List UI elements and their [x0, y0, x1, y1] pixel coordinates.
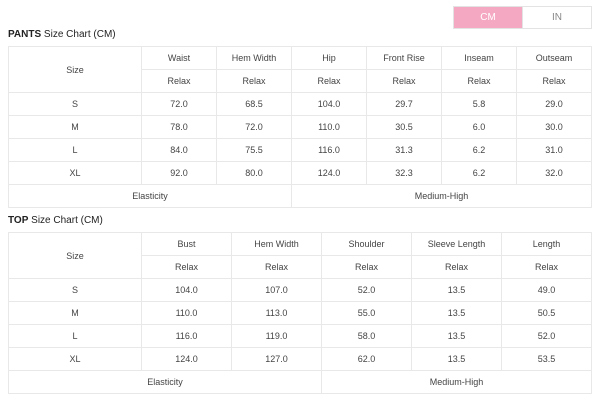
pants-measure-header: Hem Width — [217, 47, 292, 70]
pants-fit-header: Relax — [217, 70, 292, 93]
top-size-header: Size — [9, 233, 142, 279]
pants-cell: 72.0 — [217, 116, 292, 139]
pants-cell: 6.0 — [442, 116, 517, 139]
pants-fit-header: Relax — [292, 70, 367, 93]
top-measure-header: Hem Width — [232, 233, 322, 256]
pants-cell: 80.0 — [217, 162, 292, 185]
top-cell: 50.5 — [502, 302, 592, 325]
pants-cell: 30.5 — [367, 116, 442, 139]
table-row-elasticity — [9, 185, 592, 208]
top-fit-header: Relax — [232, 256, 322, 279]
top-cell: 52.0 — [502, 325, 592, 348]
pants-cell: 72.0 — [142, 93, 217, 116]
top-title-rest: Size Chart (CM) — [28, 215, 103, 226]
pants-row-size: L — [9, 139, 142, 162]
top-cell: 104.0 — [142, 279, 232, 302]
pants-cell: 84.0 — [142, 139, 217, 162]
top-elasticity-value: Medium-High — [322, 371, 592, 394]
top-row-size: XL — [9, 348, 142, 371]
table-row-elasticity — [9, 371, 592, 394]
unit-option-cm[interactable]: CM — [454, 7, 522, 28]
table-row-header — [9, 233, 592, 256]
pants-cell: 6.2 — [442, 139, 517, 162]
table-row — [9, 162, 592, 185]
table-row — [9, 302, 592, 325]
top-cell: 107.0 — [232, 279, 322, 302]
top-title-strong: TOP — [8, 215, 29, 226]
top-row-size: L — [9, 325, 142, 348]
pants-row-size: XL — [9, 162, 142, 185]
pants-fit-header: Relax — [442, 70, 517, 93]
top-cell: 110.0 — [142, 302, 232, 325]
pants-cell: 6.2 — [442, 162, 517, 185]
pants-cell: 92.0 — [142, 162, 217, 185]
pants-fit-header: Relax — [517, 70, 592, 93]
top-cell: 124.0 — [142, 348, 232, 371]
top-cell: 13.5 — [412, 279, 502, 302]
top-cell: 52.0 — [322, 279, 412, 302]
top-fit-header: Relax — [412, 256, 502, 279]
pants-title-strong: PANTS — [8, 29, 42, 40]
pants-cell: 32.3 — [367, 162, 442, 185]
top-cell: 53.5 — [502, 348, 592, 371]
pants-elasticity-label: Elasticity — [9, 185, 292, 208]
top-cell: 13.5 — [412, 325, 502, 348]
pants-cell: 29.7 — [367, 93, 442, 116]
pants-title-rest: Size Chart (CM) — [41, 29, 116, 40]
table-row — [9, 279, 592, 302]
pants-measure-header: Outseam — [517, 47, 592, 70]
top-cell: 13.5 — [412, 302, 502, 325]
top-row-size: S — [9, 279, 142, 302]
top-fit-header: Relax — [142, 256, 232, 279]
pants-measure-header: Hip — [292, 47, 367, 70]
top-chart-title — [8, 215, 103, 226]
pants-measure-header: Front Rise — [367, 47, 442, 70]
top-measure-header: Length — [502, 233, 592, 256]
top-measure-header: Sleeve Length — [412, 233, 502, 256]
pants-cell: 31.3 — [367, 139, 442, 162]
pants-cell: 110.0 — [292, 116, 367, 139]
pants-fit-header: Relax — [367, 70, 442, 93]
pants-size-table — [8, 46, 592, 208]
pants-cell: 75.5 — [217, 139, 292, 162]
table-row — [9, 116, 592, 139]
table-row — [9, 348, 592, 371]
pants-cell: 124.0 — [292, 162, 367, 185]
pants-row-size: M — [9, 116, 142, 139]
unit-toggle[interactable] — [453, 6, 592, 29]
top-measure-header: Shoulder — [322, 233, 412, 256]
pants-elasticity-value: Medium-High — [292, 185, 592, 208]
table-row-header — [9, 47, 592, 70]
top-elasticity-label: Elasticity — [9, 371, 322, 394]
pants-row-size: S — [9, 93, 142, 116]
table-row — [9, 139, 592, 162]
top-cell: 116.0 — [142, 325, 232, 348]
top-cell: 55.0 — [322, 302, 412, 325]
pants-measure-header: Inseam — [442, 47, 517, 70]
pants-measure-header: Waist — [142, 47, 217, 70]
top-fit-header: Relax — [502, 256, 592, 279]
pants-cell: 104.0 — [292, 93, 367, 116]
table-row — [9, 325, 592, 348]
pants-cell: 30.0 — [517, 116, 592, 139]
pants-fit-header: Relax — [142, 70, 217, 93]
table-row — [9, 93, 592, 116]
top-fit-header: Relax — [322, 256, 412, 279]
pants-cell: 5.8 — [442, 93, 517, 116]
pants-chart-title — [8, 29, 116, 40]
top-cell: 113.0 — [232, 302, 322, 325]
top-cell: 49.0 — [502, 279, 592, 302]
pants-cell: 32.0 — [517, 162, 592, 185]
top-cell: 62.0 — [322, 348, 412, 371]
pants-size-header: Size — [9, 47, 142, 93]
top-cell: 127.0 — [232, 348, 322, 371]
top-measure-header: Bust — [142, 233, 232, 256]
unit-option-in[interactable]: IN — [522, 7, 591, 28]
pants-cell: 116.0 — [292, 139, 367, 162]
pants-cell: 31.0 — [517, 139, 592, 162]
top-cell: 119.0 — [232, 325, 322, 348]
top-cell: 13.5 — [412, 348, 502, 371]
pants-cell: 29.0 — [517, 93, 592, 116]
pants-cell: 68.5 — [217, 93, 292, 116]
pants-cell: 78.0 — [142, 116, 217, 139]
top-row-size: M — [9, 302, 142, 325]
top-size-table — [8, 232, 592, 394]
top-cell: 58.0 — [322, 325, 412, 348]
